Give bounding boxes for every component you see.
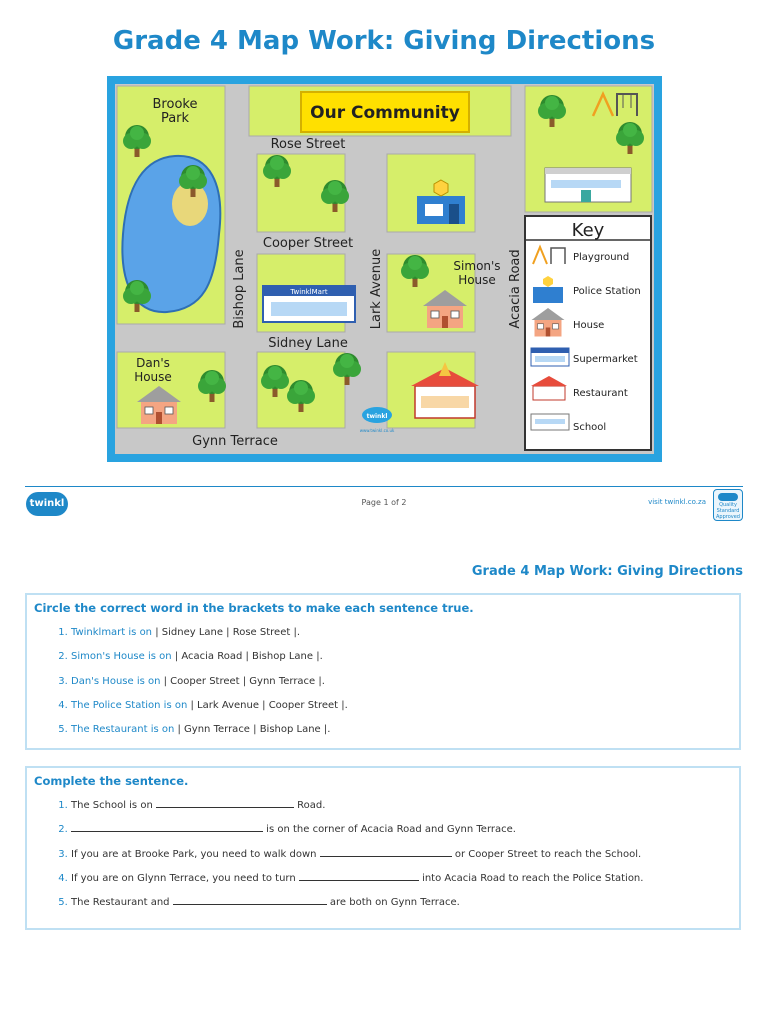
section-title: Grade 4 Map Work: Giving Directions [471,564,743,579]
community-map [107,76,662,462]
map-park-label-1: Brooke [152,97,198,112]
list-item: 4. The Police Station is on | Lark Avenue | Cooper Street |. [71,694,348,718]
list-item: 1. The School is on Road. [71,794,643,818]
answer-blank[interactable] [173,894,327,905]
street-acacia: Acacia Road [508,249,523,329]
street-rose: Rose Street [270,137,346,152]
street-gynn: Gynn Terrace [192,434,278,449]
street-lark: Lark Avenue [369,248,384,330]
key-title: Key [571,220,605,241]
dan-house-label-1: Dan's [136,356,170,370]
supermarket-icon [263,286,355,322]
answer-blank[interactable] [156,797,294,808]
twinkl-logo[interactable]: twinkl [26,492,68,516]
street-sidney: Sidney Lane [268,336,348,351]
key-item-playground: Playground [573,252,630,263]
dan-house-label-2: House [134,370,172,384]
answer-blank[interactable] [71,821,263,832]
exercise-2-list [27,794,643,915]
list-item: 4. If you are on Glynn Terrace, you need to turn into Acacia Road to reach the Police Station. [71,867,643,891]
simon-house-label-1: Simon's [453,259,501,273]
key-item-house: House [573,320,605,331]
answer-blank[interactable] [320,846,452,857]
quality-badge [713,489,743,521]
exercise-complete-sentence [25,766,741,930]
list-item: 1. Twinklmart is on | Sidney Lane | Rose Street |. [71,621,348,645]
list-item: 3. If you are at Brooke Park, you need to walk down or Cooper Street to reach the School. [71,843,643,867]
street-cooper: Cooper Street [262,236,354,251]
exercise-1-list [27,621,348,742]
key-item-restaurant: Restaurant [573,388,628,399]
exercise-2-heading: Complete the sentence. [34,774,189,788]
badge-text: Quality Standard Approved [716,502,740,520]
map-park-label-2: Park [160,111,190,126]
page-number: Page 1 of 2 [361,498,407,507]
map-illustration [115,84,654,454]
list-item: 2. Simon's House is on | Acacia Road | Bishop Lane |. [71,645,348,669]
list-item: 5. The Restaurant is on | Gynn Terrace | Bishop Lane |. [71,718,348,742]
map-twinkl-logo: twinkl [366,413,388,420]
key-item-police-station: Police Station [573,286,641,297]
exercise-circle-words [25,593,741,750]
badge-icon [718,493,738,501]
list-item: 2. is on the corner of Acacia Road and Gynn Terrace. [71,818,643,842]
visit-link[interactable]: visit twinkl.co.za [648,498,706,506]
answer-blank[interactable] [299,870,419,881]
list-item: 5. The Restaurant and are both on Gynn Terrace. [71,891,643,915]
map-key [525,216,651,450]
street-bishop: Bishop Lane [232,249,247,329]
key-item-supermarket: Supermarket [573,354,638,365]
page-title: Grade 4 Map Work: Giving Directions [112,26,656,56]
supermarket-sign: TwinklMart [290,288,328,296]
key-item-school: School [573,422,607,433]
map-banner: Our Community [310,103,460,123]
key-supermarket-icon [531,348,569,366]
footer-divider [25,486,743,487]
exercise-1-heading: Circle the correct word in the brackets to make each sentence true. [34,601,474,615]
simon-house-label-2: House [458,273,496,287]
map-url: www.twinkl.co.uk [359,428,395,433]
list-item: 3. Dan's House is on | Cooper Street | Gynn Terrace |. [71,670,348,694]
key-school-icon [531,414,569,430]
school-icon [545,168,631,202]
